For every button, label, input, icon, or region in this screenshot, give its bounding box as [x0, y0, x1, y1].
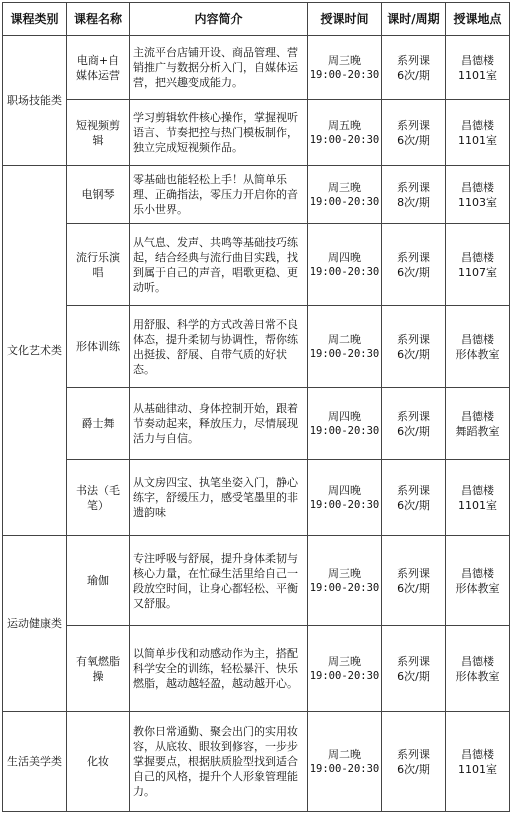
course-building: 昌德楼 [461, 180, 494, 194]
course-hours: 19:00-20:30 [309, 195, 380, 208]
course-day: 周三晚 [328, 180, 361, 194]
course-hours: 19:00-20:30 [309, 581, 380, 594]
course-time [308, 460, 382, 536]
course-description: 主流平台店铺开设、商品管理、营销推广与数据分析入门，自媒体运营，把兴趣变成能力。 [130, 36, 308, 100]
course-time [308, 224, 382, 306]
course-location [446, 306, 510, 388]
course-day: 周二晚 [328, 332, 361, 346]
table-row [3, 36, 510, 100]
course-count: 6次/期 [397, 265, 430, 279]
course-type: 系列课 [397, 654, 430, 668]
course-time [308, 36, 382, 100]
header-row [3, 3, 510, 36]
course-hours: 19:00-20:30 [309, 68, 380, 81]
course-room: 1107室 [458, 265, 497, 279]
course-day: 周四晚 [328, 250, 361, 264]
course-room: 1101室 [458, 762, 497, 776]
course-hours: 19:00-20:30 [309, 498, 380, 511]
course-building: 昌德楼 [461, 53, 494, 67]
course-count: 6次/期 [397, 68, 430, 82]
course-room: 1101室 [458, 133, 497, 147]
course-name: 短视频剪辑 [67, 100, 130, 166]
table-row [3, 712, 510, 812]
category-cell: 文化艺术类 [3, 166, 67, 536]
table-row [3, 306, 510, 388]
course-hours: 19:00-20:30 [309, 424, 380, 437]
course-type: 系列课 [397, 747, 430, 761]
course-period [382, 166, 446, 224]
course-location [446, 36, 510, 100]
course-building: 昌德楼 [461, 409, 494, 423]
course-count: 6次/期 [397, 424, 430, 438]
course-room: 形体教室 [455, 347, 500, 361]
course-period [382, 388, 446, 460]
course-time [308, 388, 382, 460]
category-cell: 职场技能类 [3, 36, 67, 166]
course-day: 周五晚 [328, 118, 361, 132]
course-location [446, 536, 510, 626]
course-time [308, 306, 382, 388]
course-location [446, 100, 510, 166]
course-building: 昌德楼 [461, 483, 494, 497]
header-category: 课程类别 [3, 3, 67, 36]
course-room: 1101室 [458, 498, 497, 512]
course-name: 化妆 [67, 712, 130, 812]
course-hours: 19:00-20:30 [309, 669, 380, 682]
course-time [308, 536, 382, 626]
course-count: 8次/期 [397, 195, 430, 209]
course-location [446, 460, 510, 536]
course-description: 教你日常通勤、聚会出门的实用妆容，从底妆、眼妆到修容，一步步掌握要点，根据肤质脸型找到适合自己的风格，提升个人形象管理能力。 [130, 712, 308, 812]
course-room: 1103室 [458, 195, 497, 209]
course-room: 舞蹈教室 [455, 424, 500, 438]
course-day: 周三晚 [328, 654, 361, 668]
course-type: 系列课 [397, 483, 430, 497]
course-period [382, 536, 446, 626]
header-course-name: 课程名称 [67, 3, 130, 36]
course-type: 系列课 [397, 566, 430, 580]
course-location [446, 224, 510, 306]
course-day: 周二晚 [328, 747, 361, 761]
table-row [3, 166, 510, 224]
course-name: 电商+自媒体运营 [67, 36, 130, 100]
course-room: 形体教室 [455, 581, 500, 595]
course-hours: 19:00-20:30 [309, 265, 380, 278]
course-type: 系列课 [397, 332, 430, 346]
header-time: 授课时间 [308, 3, 382, 36]
course-type: 系列课 [397, 250, 430, 264]
course-room: 形体教室 [455, 669, 500, 683]
course-description: 从基础律动、身体控制开始，跟着节奏动起来，释放压力，尽情展现活力与自信。 [130, 388, 308, 460]
course-count: 6次/期 [397, 498, 430, 512]
course-name: 有氧燃脂操 [67, 626, 130, 712]
header-description: 内容简介 [130, 3, 308, 36]
course-hours: 19:00-20:30 [309, 762, 380, 775]
table-row [3, 224, 510, 306]
table-row [3, 460, 510, 536]
course-building: 昌德楼 [461, 654, 494, 668]
course-count: 6次/期 [397, 581, 430, 595]
course-description: 以简单步伐和动感动作为主，搭配科学安全的训练，轻松暴汗、快乐燃脂，越动越轻盈，越动越开心。 [130, 626, 308, 712]
course-description: 从文房四宝、执笔坐姿入门，静心练字，舒缓压力，感受笔墨里的非遗韵味 [130, 460, 308, 536]
course-day: 周四晚 [328, 483, 361, 497]
category-cell: 生活美学类 [3, 712, 67, 812]
course-room: 1101室 [458, 68, 497, 82]
course-time [308, 712, 382, 812]
course-count: 6次/期 [397, 133, 430, 147]
course-table-container [2, 2, 510, 812]
table-row [3, 626, 510, 712]
course-day: 周四晚 [328, 409, 361, 423]
course-count: 6次/期 [397, 347, 430, 361]
course-period [382, 224, 446, 306]
course-building: 昌德楼 [461, 250, 494, 264]
course-name: 书法（毛笔） [67, 460, 130, 536]
course-description: 零基础也能轻松上手！从简单乐理、正确指法，零压力开启你的音乐小世界。 [130, 166, 308, 224]
course-name: 瑜伽 [67, 536, 130, 626]
course-type: 系列课 [397, 118, 430, 132]
header-location: 授课地点 [446, 3, 510, 36]
course-period [382, 36, 446, 100]
table-row [3, 388, 510, 460]
table-row [3, 100, 510, 166]
course-type: 系列课 [397, 180, 430, 194]
course-type: 系列课 [397, 53, 430, 67]
course-hours: 19:00-20:30 [309, 133, 380, 146]
course-time [308, 626, 382, 712]
table-row [3, 536, 510, 626]
course-building: 昌德楼 [461, 118, 494, 132]
course-location [446, 712, 510, 812]
category-cell: 运动健康类 [3, 536, 67, 712]
course-description: 从气息、发声、共鸣等基础技巧练起，结合经典与流行曲目实践，找到属于自己的声音，唱歌更稳、更动听。 [130, 224, 308, 306]
course-description: 用舒服、科学的方式改善日常不良体态，提升柔韧与协调性，帮你练出挺拔、舒展、自带气质的好状态。 [130, 306, 308, 388]
course-count: 6次/期 [397, 762, 430, 776]
course-description: 学习剪辑软件核心操作，掌握视听语言、节奏把控与热门模板制作，独立完成短视频作品。 [130, 100, 308, 166]
course-location [446, 626, 510, 712]
course-name: 电钢琴 [67, 166, 130, 224]
course-building: 昌德楼 [461, 747, 494, 761]
course-count: 6次/期 [397, 669, 430, 683]
course-location [446, 388, 510, 460]
course-period [382, 712, 446, 812]
course-period [382, 100, 446, 166]
course-schedule-table [2, 2, 510, 812]
course-name: 爵士舞 [67, 388, 130, 460]
course-period [382, 626, 446, 712]
course-building: 昌德楼 [461, 566, 494, 580]
course-location [446, 166, 510, 224]
course-description: 专注呼吸与舒展，提升身体柔韧与核心力量，在忙碌生活里给自己一段放空时间，让身心都轻松、平衡又舒服。 [130, 536, 308, 626]
course-time [308, 166, 382, 224]
course-building: 昌德楼 [461, 332, 494, 346]
course-time [308, 100, 382, 166]
course-hours: 19:00-20:30 [309, 347, 380, 360]
course-period [382, 306, 446, 388]
course-day: 周三晚 [328, 566, 361, 580]
header-period: 课时/周期 [382, 3, 446, 36]
course-name: 形体训练 [67, 306, 130, 388]
course-name: 流行乐演唱 [67, 224, 130, 306]
course-period [382, 460, 446, 536]
course-day: 周三晚 [328, 53, 361, 67]
course-type: 系列课 [397, 409, 430, 423]
